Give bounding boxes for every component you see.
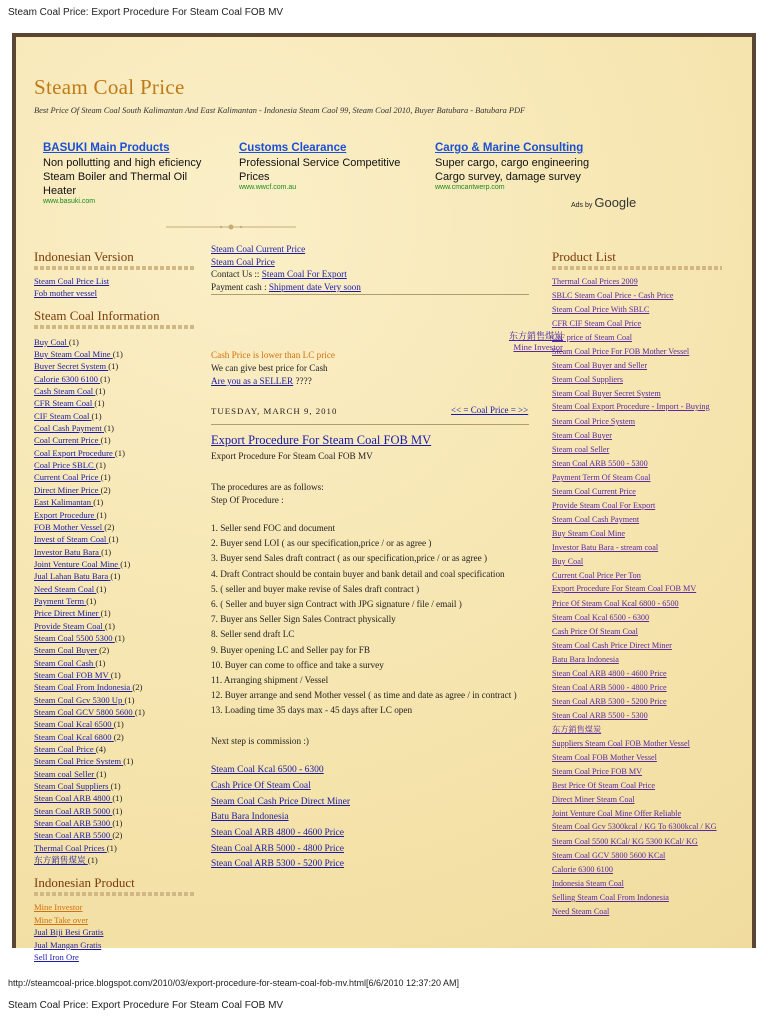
ad-basuki[interactable] [43, 142, 223, 205]
ad-url[interactable]: www.basuki.com [43, 198, 96, 205]
product-list-link[interactable]: Steam Coal 5500 KCal/ KG 5300 KCal/ KG [552, 837, 698, 846]
label-link[interactable] [34, 755, 202, 767]
product-list-link[interactable]: Buy Coal [552, 557, 584, 566]
label-link[interactable] [34, 496, 202, 508]
label-link[interactable] [34, 829, 202, 841]
label-count: (1) [101, 546, 112, 557]
label-link[interactable] [34, 434, 202, 446]
label-link[interactable] [34, 632, 202, 644]
label-text: Provide Steam Coal [34, 620, 103, 631]
ad-text: Super cargo, cargo engineering Cargo survey, damage survey [435, 157, 590, 183]
browser-page-title: Steam Coal Price: Export Procedure For Steam Coal FOB MV [8, 7, 284, 18]
label-text: Steam Coal Buyer [34, 645, 98, 656]
label-count: (1) [112, 349, 123, 360]
procedure-step: 8. Seller send draft LC [211, 629, 295, 640]
procedure-step: 1. Seller send FOC and document [211, 522, 336, 533]
label-count: (1) [112, 793, 123, 804]
top-link[interactable]: Steam Coal Price [211, 256, 275, 267]
label-link[interactable] [34, 768, 202, 780]
label-count: (1) [106, 842, 117, 853]
label-count: (1) [94, 398, 105, 409]
related-links [211, 763, 551, 873]
label-link[interactable] [34, 644, 202, 656]
label-text: Stean Coal ARB 5000 [34, 805, 111, 816]
label-link[interactable] [34, 718, 202, 730]
payment-link[interactable]: Shipment date Very soon [268, 281, 361, 292]
label-count: (2) [100, 484, 111, 495]
label-link[interactable] [34, 657, 202, 669]
label-link[interactable] [34, 842, 202, 854]
label-text: Investor Batu Bara [34, 546, 99, 557]
contact-link[interactable]: Steam Coal For Export [261, 269, 347, 280]
label-count: (1) [108, 534, 119, 545]
post-date: TUESDAY, MARCH 9, 2010 [211, 406, 338, 417]
label-link[interactable] [34, 459, 202, 471]
label-count: (1) [110, 781, 121, 792]
left-sidebar [34, 249, 202, 963]
label-text: Steam Coal Kcal 6800 [34, 731, 112, 742]
label-count: (1) [95, 657, 106, 668]
intro-line: Step Of Procedure : [211, 495, 284, 506]
label-text: East Kalimantan [34, 497, 92, 508]
label-link[interactable] [34, 595, 202, 607]
label-link[interactable] [34, 620, 202, 632]
product-list-link[interactable]: 东方銷售煤炭 [552, 725, 602, 734]
product-list-link[interactable]: Steam Coal Cash Payment [552, 515, 640, 524]
label-link[interactable] [34, 570, 202, 582]
divider-line [211, 424, 529, 425]
label-text: CIF Steam Coal [34, 410, 90, 421]
intro-line: The procedures are as follows: [211, 481, 324, 492]
label-count: (2) [113, 731, 124, 742]
blog-title[interactable]: Steam Coal Price [34, 75, 185, 99]
contact-line: Contact Us :: Steam Coal For Export [211, 269, 347, 280]
label-text: Price Direct Miner [34, 608, 99, 619]
procedure-step: 2. Buyer send LOI ( as our specification,price / or as agree ) [211, 538, 432, 549]
related-link[interactable]: Steam Coal Kcal 6500 - 6300 [211, 765, 324, 776]
label-text: Jual Lahan Batu Bara [34, 571, 109, 582]
ad-url[interactable]: www.cmcantwerp.com [435, 184, 505, 191]
label-link[interactable] [34, 669, 202, 681]
related-link[interactable]: Cash Price Of Steam Coal [211, 780, 311, 791]
label-link[interactable] [34, 607, 202, 619]
heading-ornament [552, 266, 722, 270]
label-count: (1) [120, 558, 131, 569]
label-count: (1) [96, 583, 107, 594]
label-link[interactable] [34, 521, 202, 533]
product-list-link[interactable]: Indonesia Steam Coal [552, 879, 624, 888]
label-link[interactable] [34, 558, 202, 570]
product-list-link[interactable]: Best Price Of Steam Coal Price [552, 781, 656, 790]
related-link[interactable]: Batu Bara Indonesia [211, 812, 289, 823]
label-count: (4) [95, 744, 106, 755]
sidebar-link[interactable]: Fob mother vessel [34, 288, 98, 299]
label-text: Calorie 6300 6100 [34, 373, 98, 384]
ad-url[interactable]: www.wwcf.com.au [239, 184, 297, 191]
label-text: Steam Coal Gcv 5300 Up [34, 694, 123, 705]
product-list-link[interactable]: CFR CIF Steam Coal Price [552, 319, 642, 328]
label-count: (1) [110, 571, 121, 582]
label-link[interactable] [34, 817, 202, 829]
label-link[interactable] [34, 681, 202, 693]
coal-price-nav[interactable]: << = Coal Price = >> [451, 405, 529, 416]
label-count: (1) [114, 632, 125, 643]
label-text: Steam Coal Suppliers [34, 781, 109, 792]
procedure-step: 7. Buyer ans Seller Sign Sales Contract physically [211, 614, 396, 625]
product-list-link[interactable]: Cash Price Of Steam Coal [552, 627, 638, 636]
product-list-link[interactable]: Stean Coal ARB 5500 - 5300 [552, 711, 648, 720]
label-link[interactable] [34, 471, 202, 483]
label-text: Coal Current Price [34, 435, 99, 446]
product-list-link[interactable]: Steam Coal Export Procedure - Import - Buying [552, 402, 710, 411]
procedure-step: 3. Buyer send Sales draft contract ( as our specification,price / or as agree ) [211, 553, 488, 564]
label-text: Steam Coal GCV 5800 5600 [34, 707, 133, 717]
procedure-step: 12. Buyer arrange and send Mother vessel ( as time and date as agree / in contract ) [211, 690, 517, 701]
label-text: Steam Coal 5500 5300 [34, 632, 113, 643]
label-text: 东方銷售煤炭 [34, 855, 86, 866]
label-link[interactable] [34, 792, 202, 804]
label-text: Invest of Steam Coal [34, 534, 107, 545]
divider-line [211, 294, 529, 295]
product-list-link[interactable]: Steam Coal Price System [552, 417, 636, 426]
product-list-link[interactable]: Stean Coal ARB 5000 - 4800 Price [552, 683, 667, 692]
product-list-link[interactable]: Stean Coal ARB 4800 - 4600 Price [552, 669, 667, 678]
label-count: (1) [96, 509, 107, 520]
product-list-link[interactable]: Calorie 6300 6100 [552, 865, 613, 874]
label-text: Buy Steam Coal Mine [34, 349, 111, 360]
label-link[interactable] [34, 546, 202, 558]
section-heading: Product List [552, 249, 752, 272]
label-text: FOB Mother Vessel [34, 521, 103, 532]
procedure-step: 10. Buyer can come to office and take a survey [211, 659, 384, 670]
ornament-divider-icon [166, 223, 296, 231]
related-link[interactable]: Stean Coal ARB 5000 - 4800 Price [211, 843, 344, 854]
label-link[interactable] [34, 509, 202, 521]
related-link[interactable]: Stean Coal ARB 4800 - 4600 Price [211, 827, 344, 838]
blog-description: Best Price Of Steam Coal South Kalimantan And East Kalimantan - Indonesia Steam Caol 99, Steam Coal 2010, Buyer Batubara - Batubara PDF [34, 106, 526, 115]
product-list-link[interactable]: Current Coal Price Per Ton [552, 571, 641, 580]
label-count: (1) [86, 595, 97, 606]
seller-line: Are you as a SELLER ???? [211, 375, 312, 386]
label-link[interactable] [34, 397, 202, 409]
label-text: Export Procedure [34, 509, 95, 520]
product-list-link[interactable]: Steam Coal Price FOB MV [552, 767, 643, 776]
label-count: (1) [114, 447, 125, 458]
label-count: (2) [99, 645, 110, 656]
label-text: Steam Coal Cash [34, 657, 94, 668]
product-list-link[interactable]: Thermal Coal Prices 2009 [552, 277, 638, 286]
label-link[interactable] [34, 360, 202, 372]
product-list-link[interactable]: Need Steam Coal [552, 907, 610, 916]
product-list-link[interactable]: Steam Coal Suppliers [552, 375, 623, 384]
right-sidebar [552, 249, 752, 919]
product-list-link[interactable]: Export Procedure For Steam Coal FOB MV [552, 584, 697, 593]
label-link[interactable] [34, 484, 202, 496]
product-list-link[interactable]: Batu Bara Indonesia [552, 655, 619, 664]
label-link[interactable] [34, 854, 202, 866]
label-count: (1) [112, 818, 123, 829]
label-count: (1) [100, 608, 111, 619]
label-text: CFR Steam Coal [34, 398, 93, 409]
ad-title[interactable]: Customs Clearance [239, 142, 347, 154]
related-link[interactable]: Steam Coal Cash Price Direct Miner [211, 796, 351, 807]
product-link[interactable]: Mine Take over [34, 914, 89, 925]
section-heading: Indonesian Product [34, 875, 202, 898]
product-list-link[interactable]: Price Of Steam Coal Kcal 6800 - 6500 [552, 599, 679, 608]
label-link[interactable] [34, 780, 202, 792]
label-text: Coal Export Procedure [34, 447, 113, 458]
label-count: (1) [100, 435, 111, 446]
next-step-text: Next step is commission :) [211, 735, 309, 746]
procedure-step: 6. ( Seller and buyer sign Contract with JPG signature / file / email ) [211, 598, 462, 609]
product-list-link[interactable]: Stean Coal ARB 5500 - 5300 [552, 459, 648, 468]
label-text: Payment Term [34, 595, 85, 606]
procedure-steps [211, 521, 551, 719]
ad-text: Non pollutting and high eficiency Steam Boiler and Thermal Oil Heater [43, 157, 202, 197]
post-subtitle: Export Procedure For Steam Coal FOB MV [211, 451, 373, 462]
label-text: Steam Coal FOB MV [34, 669, 109, 680]
cjk-coal-sales-link[interactable]: 东方銷售煤炭 [508, 331, 563, 341]
label-count: (1) [100, 472, 111, 483]
cash-notice: Cash Price is lower than LC price [211, 350, 335, 361]
label-text: Steam coal Seller [34, 768, 95, 779]
label-count: (1) [123, 756, 134, 767]
product-list-link[interactable]: Stean Coal ARB 5300 - 5200 Price [552, 697, 667, 706]
product-list-link[interactable]: Steam Coal Current Price [552, 487, 636, 496]
label-count: (1) [100, 373, 111, 384]
label-count: (1) [112, 805, 123, 816]
label-link[interactable] [34, 731, 202, 743]
related-link[interactable]: Stean Coal ARB 5300 - 5200 Price [211, 859, 344, 870]
label-count: (1) [87, 855, 98, 866]
product-list-link[interactable]: Steam Coal Buyer Secret System [552, 389, 661, 398]
label-text: Thermal Coal Prices [34, 842, 105, 853]
product-list-link[interactable]: Selling Steam Coal From Indonesia [552, 893, 669, 902]
product-list-link[interactable]: Direct Miner Steam Coal [552, 795, 635, 804]
label-count: (2) [112, 830, 123, 841]
label-link[interactable] [34, 583, 202, 595]
label-link[interactable] [34, 447, 202, 459]
blog-frame [12, 33, 756, 962]
payment-line: Payment cash : Shipment date Very soon [211, 281, 361, 292]
label-count: (1) [96, 768, 107, 779]
label-text: Stean Coal ARB 5300 [34, 818, 111, 829]
product-list-link[interactable]: Steam Coal Buyer and Seller [552, 361, 648, 370]
label-link[interactable] [34, 533, 202, 545]
label-link[interactable] [34, 694, 202, 706]
google-ads-block [43, 142, 643, 222]
best-price-text: We can give best price for Cash [211, 362, 328, 373]
product-link[interactable]: Jual Mangan Gratis [34, 939, 102, 950]
product-link[interactable]: Jual Biji Besi Gratis [34, 927, 104, 938]
label-link[interactable] [34, 805, 202, 817]
label-count: (1) [95, 460, 106, 471]
top-link[interactable]: Steam Coal Current Price [211, 244, 306, 254]
label-text: Joint Venture Coal Mine [34, 558, 119, 569]
seller-link[interactable]: Are you as a SELLER [211, 375, 294, 386]
product-list-link[interactable]: Steam Coal Price With SBLC [552, 305, 650, 314]
product-list-link[interactable]: Steam Coal Kcal 6500 - 6300 [552, 613, 650, 622]
product-list-link[interactable]: Steam Coal Buyer [552, 431, 613, 440]
ad-customs[interactable] [239, 142, 419, 191]
product-list-link[interactable]: Payment Term Of Steam Coal [552, 473, 651, 482]
label-count: (1) [104, 620, 115, 631]
label-link[interactable] [34, 373, 202, 385]
label-count: (1) [113, 719, 124, 730]
label-text: Need Steam Coal [34, 583, 95, 594]
steam-coal-information-list [34, 336, 202, 867]
product-link[interactable]: Sell Iron Ore [34, 951, 79, 962]
label-text: Stean Coal ARB 5500 [34, 830, 111, 841]
label-text: Buy Coal [34, 336, 67, 347]
label-text: Coal Cash Payment [34, 423, 102, 434]
label-text: Buyer Secret System [34, 361, 107, 372]
google-logo: Google [594, 195, 637, 210]
label-count: (1) [68, 336, 79, 347]
product-list-link[interactable]: Steam coal Seller [552, 445, 610, 454]
label-count: (1) [134, 707, 145, 717]
label-link[interactable] [34, 336, 202, 348]
product-list-link[interactable]: SBLC Steam Coal Price - Cash Price [552, 291, 674, 300]
label-link[interactable] [34, 410, 202, 422]
product-list-link[interactable]: Buy Steam Coal Mine [552, 529, 625, 538]
label-count: (1) [93, 497, 104, 508]
label-text: Stean Coal ARB 4800 [34, 793, 111, 804]
ad-title[interactable]: BASUKI Main Products [43, 142, 170, 154]
label-text: Steam Coal From Indonesia [34, 682, 131, 693]
procedure-step: 11. Arranging shipment / Vessel [211, 674, 329, 685]
label-text: Steam Coal Price System [34, 756, 122, 767]
label-text: Coal Price SBLC [34, 460, 94, 471]
procedure-step: 13. Loading time 35 days max - 45 days after LC open [211, 705, 413, 716]
label-text: Direct Miner Price [34, 484, 99, 495]
sidebar-link[interactable]: Steam Coal Price List [34, 276, 110, 286]
label-count: (1) [110, 669, 121, 680]
product-list-link[interactable]: Steam Coal FOB Mother Vessel [552, 753, 657, 762]
heading-ornament [34, 325, 194, 329]
label-text: Steam Coal Price [34, 744, 94, 755]
label-link[interactable] [34, 706, 202, 718]
label-text: Cash Steam Coal [34, 386, 94, 397]
mine-investor-link[interactable]: Mine Investor [513, 342, 563, 352]
label-count: (1) [103, 423, 114, 434]
ad-cargo[interactable] [435, 142, 615, 191]
product-list-link[interactable]: Suppliers Steam Coal FOB Mother Vessel [552, 739, 690, 748]
label-count: (1) [91, 410, 102, 421]
label-count: (2) [132, 682, 143, 693]
product-list-link[interactable]: CIF price of Steam Coal [552, 333, 633, 342]
label-count: (1) [108, 361, 119, 372]
product-link[interactable]: Mine Investor [34, 902, 83, 913]
label-count: (2) [104, 521, 115, 532]
label-link[interactable] [34, 348, 202, 360]
product-list-link[interactable]: Steam Coal GCV 5800 5600 KCal [552, 851, 666, 860]
label-count: (1) [124, 694, 135, 705]
indonesian-product-list [34, 901, 202, 963]
label-link[interactable] [34, 422, 202, 434]
product-list-link[interactable]: Investor Batu Bara - stream coal [552, 543, 659, 552]
label-link[interactable] [34, 385, 202, 397]
product-list-link[interactable]: Steam Coal Price For FOB Mother Vessel [552, 347, 690, 356]
product-list-link[interactable]: Steam Coal Cash Price Direct Miner [552, 641, 672, 650]
indonesian-version-list [34, 275, 202, 300]
product-list-link[interactable]: Steam Coal Gcv 5300kcal / KG To 6300kcal / KG [552, 822, 717, 831]
page-url: http://steamcoal-price.blogspot.com/2010/03/export-procedure-for-steam-coal-fob-mv.html[6/6/2010 12:37:20 AM] [8, 978, 460, 988]
mine-investor-box [483, 329, 563, 352]
procedure-step: 4. Draft Contract should be contain buyer and bank detail and coal specification [211, 568, 505, 579]
label-link[interactable] [34, 743, 202, 755]
product-list-link[interactable]: Provide Steam Coal For Export [552, 501, 656, 510]
post-title[interactable]: Export Procedure For Steam Coal FOB MV [211, 433, 432, 448]
ads-by-google[interactable] [571, 195, 636, 210]
procedure-step: 9. Buyer opening LC and Seller pay for FB [211, 644, 370, 655]
label-count: (1) [95, 386, 106, 397]
heading-ornament [34, 266, 194, 270]
section-heading: Steam Coal Information [34, 308, 202, 331]
main-content [211, 243, 563, 873]
heading-ornament [34, 892, 194, 896]
ad-title[interactable]: Cargo & Marine Consulting [435, 142, 584, 154]
procedure-step: 5. ( seller and buyer make revise of Sales draft contract ) [211, 583, 420, 594]
ads-by-label: Ads by [571, 202, 593, 209]
label-text: Steam Coal Kcal 6500 [34, 719, 112, 730]
section-heading: Indonesian Version [34, 249, 202, 272]
product-list [552, 275, 752, 919]
label-text: Current Coal Price [34, 472, 99, 483]
browser-page-title-footer: Steam Coal Price: Export Procedure For Steam Coal FOB MV [8, 1000, 284, 1011]
product-list-link[interactable]: Joint Venture Coal Mine Offer Reliable [552, 809, 682, 818]
ad-text: Professional Service Competitive Prices [239, 157, 401, 183]
